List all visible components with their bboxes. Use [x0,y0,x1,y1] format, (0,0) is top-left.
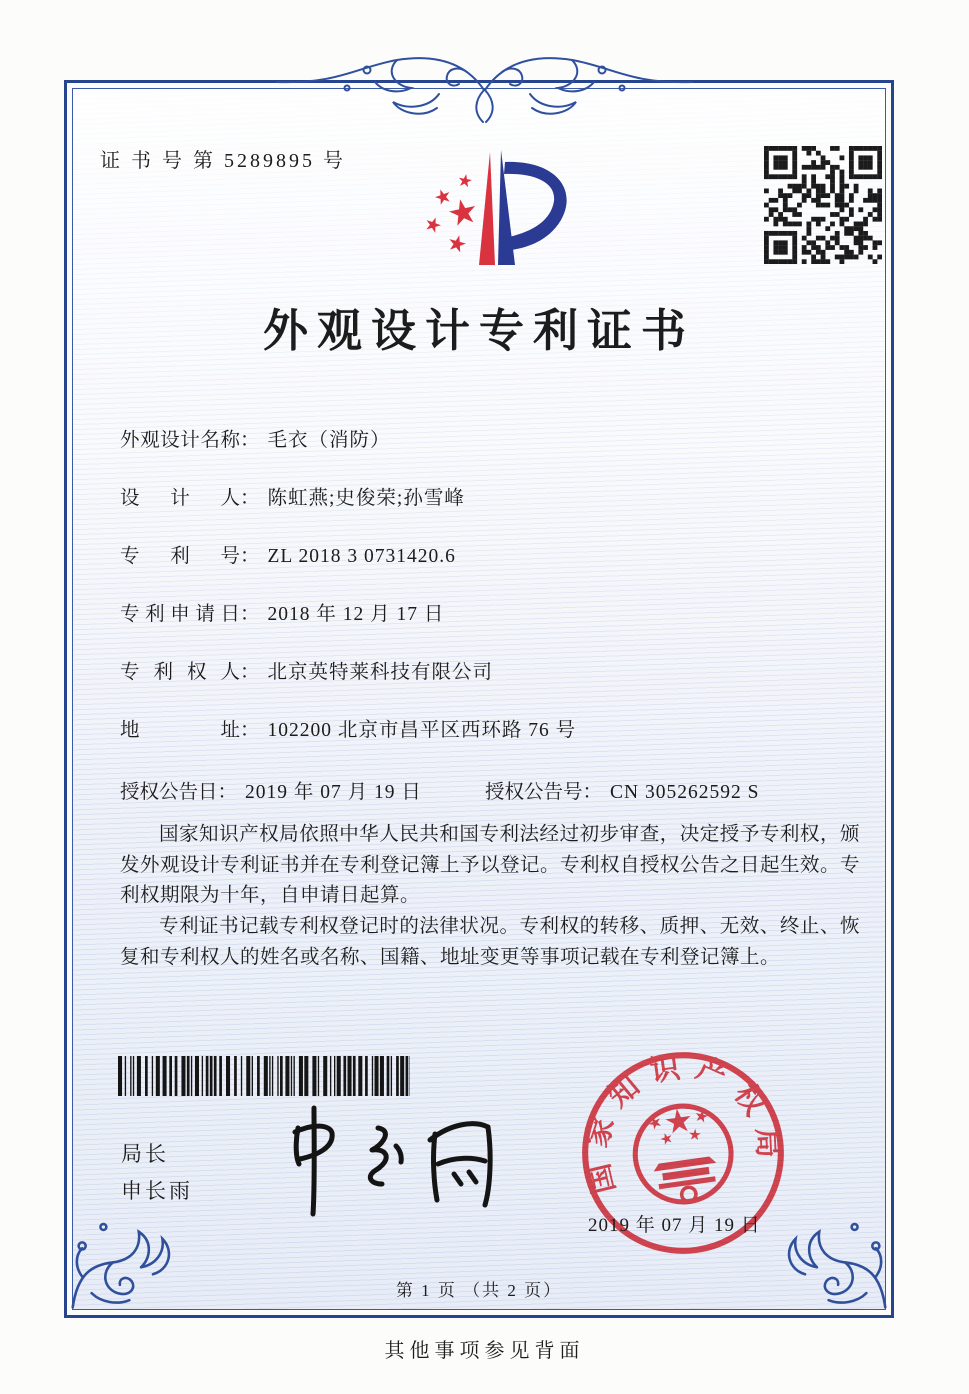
field-design-name [120,424,860,454]
field-filing-date [120,598,860,628]
field-label: 专利权人 [120,662,240,683]
field-colon: ： [240,488,260,509]
director-name: 申长雨 [121,1179,193,1203]
field-label: 地址 [120,720,240,741]
field-colon: ： [240,720,260,741]
field-grant-row [120,776,860,806]
field-designers [120,482,860,512]
field-label: 设计人 [120,488,240,509]
field-value: 北京英特莱科技有限公司 [267,662,494,683]
field-colon: ： [217,782,238,803]
field-colon: ： [240,546,260,567]
field-label: 外观设计名称 [120,430,240,451]
field-value: 2018 年 12 月 17 日 [267,604,445,625]
certificate-number: 证 书 号 第 5289895 号 [100,150,346,172]
field-colon: ： [582,782,603,803]
certificate-title: 外观设计专利证书 [262,306,695,356]
field-value: 102200 北京市昌平区西环路 76 号 [267,720,577,741]
grant-number-label: 授权公告号 [485,782,583,803]
seal-text: 国家知识产权局 [580,1050,785,1197]
top-border-flourish-ornament [272,42,697,137]
cnipa-logo-icon [398,140,588,285]
handwritten-signature [258,1102,508,1220]
qr-code [764,146,882,264]
grant-number-group [485,776,759,804]
field-label: 专利号 [120,546,240,567]
legal-paragraph-1: 国家知识产权局依照中华人民共和国专利法经过初步审查，决定授予专利权，颁发外观设计专利证书并在专利登记簿上予以登记。专利权自授权公告之日起生效。专利权期限为十年，自申请日起算。 [120,824,861,906]
legal-paragraph-2: 专利证书记载专利权登记时的法律状况。专利权的转移、质押、无效、终止、恢复和专利权人的姓名或名称、国籍、地址变更等事项记载在专利登记簿上。 [120,916,860,968]
official-seal [562,1032,804,1274]
field-colon: ： [240,604,260,625]
director-title: 局长 [121,1142,169,1166]
grant-number-value: CN 305262592 S [610,782,760,803]
field-patent-number [120,540,860,570]
grant-date-value: 2019 年 07 月 19 日 [245,782,422,803]
grant-date-label: 授权公告日 [120,782,218,803]
national-emblem-seal-icon [562,1032,804,1274]
barcode [118,1056,410,1096]
field-colon: ： [240,430,260,451]
grant-publication-date-stamp: 2019 年 07 月 19 日 [588,1215,761,1236]
field-colon: ： [240,662,260,683]
field-value: 陈虹燕;史俊荣;孙雪峰 [267,488,465,509]
field-value: 毛衣（消防） [267,430,391,451]
field-value: ZL 2018 3 0731420.6 [267,546,456,567]
footer-note: 其他事项参见背面 [384,1340,585,1362]
page-indicator: 第 1 页 （共 2 页） [395,1281,563,1300]
field-address [120,714,860,744]
field-patentee [120,656,860,686]
field-label: 专利申请日 [120,604,240,625]
national-emblem [629,1100,737,1208]
